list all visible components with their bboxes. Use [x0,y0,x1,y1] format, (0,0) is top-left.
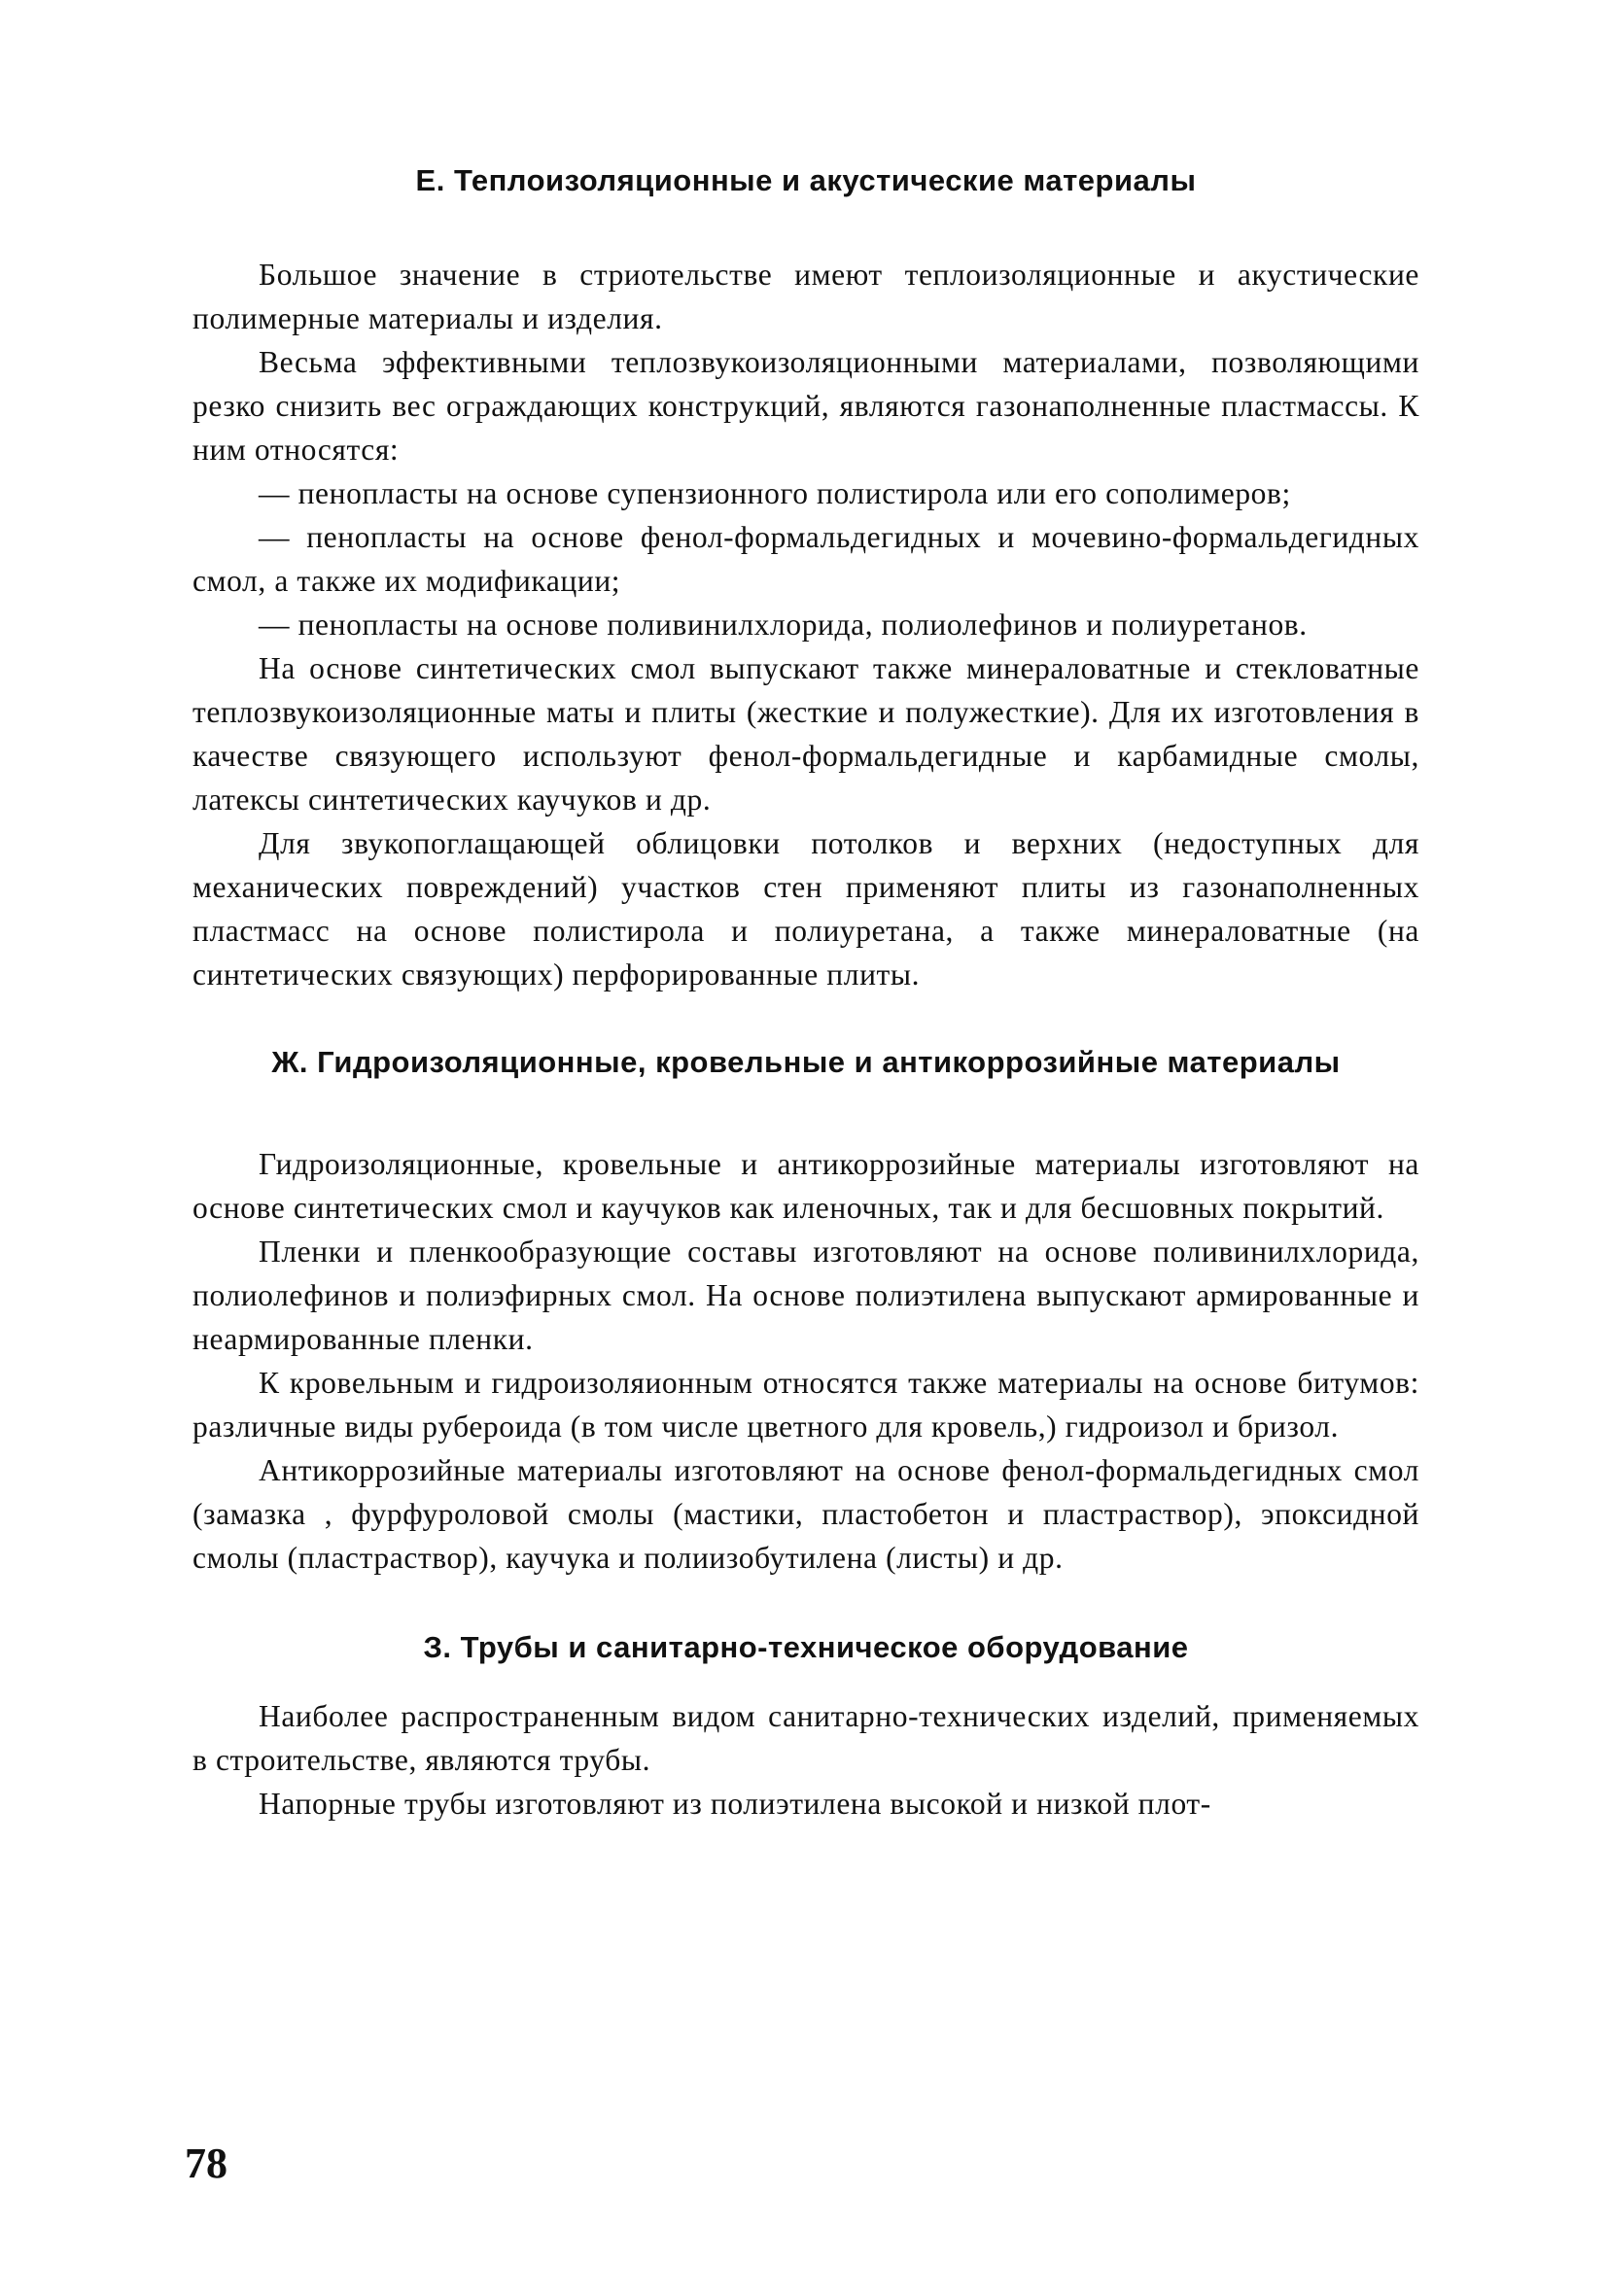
paragraph: Большое значение в стриотельстве имеют теплоизоляционные и акустические полимерные материалы и изделия. [192,258,1419,335]
paragraph: Антикоррозийные материалы изготовляют на основе фенол-формальдегидных смол (замазка , фурфуроловой смолы (мастики, пластобетон и пластраствор), эпоксидной смолы (пластраствор), каучука и полиизобутилена (листы) и др. [192,1453,1419,1575]
section-heading-thermal-acoustic: Е. Теплоизоляционные и акустические материалы [415,163,1197,197]
paragraph: Гидроизоляционные, кровельные и антикоррозийные материалы изготовляют на основе синтетических смол и каучуков как иленочных, так и для бесшовных покрытий. [192,1147,1419,1225]
section-heading-pipes-sanitary: З. Трубы и санитарно-техническое оборудование [423,1630,1189,1664]
list-item: — пенопласты на основе супензионного полистирола или его сополимеров; [259,476,1291,510]
paragraph: К кровельным и гидроизоляионным относятся также материалы на основе битумов: различные виды рубероида (в том числе цветного для кровель,) гидроизол и бризол. [192,1366,1419,1444]
page-number: 78 [185,2139,227,2187]
section-heading-waterproofing: Ж. Гидроизоляционные, кровельные и антикоррозийные материалы [271,1045,1341,1079]
list-item: — пенопласты на основе фенол-формальдегидных и мочевино-формальдегидных смол, а также их модификации; [192,520,1419,598]
paragraph: На основе синтетических смол выпускают также минераловатные и стекловатные теплозвукоизоляционные маты и плиты (жесткие и полужесткие). Для их изготовления в качестве связующего используют фенол-формальдегидные и карбамидные смолы, латексы синтетических каучуков и др. [192,651,1419,817]
paragraph: Весьма эффективными теплозвукоизоляционными материалами, позволяющими резко снизить вес ограждающих конструкций, являются газонаполненные пластмассы. К ним относятся: [192,345,1419,467]
paragraph: Напорные трубы изготовляют из полиэтилена высокой и низкой плот- [259,1787,1211,1821]
paragraph: Для звукопоглащающей облицовки потолков и верхних (недоступных для механических повреждений) участков стен применяют плиты из газонаполненных пластмасс на основе полистирола и полиуретана, а также минераловатные (на синтетических связующих) перфорированные плиты. [192,826,1419,991]
list-item: — пенопласты на основе поливинилхлорида, полиолефинов и полиуретанов. [259,608,1308,642]
page-content [192,146,1419,1826]
paragraph: Пленки и пленкообразующие составы изготовляют на основе поливинилхлорида, полиолефинов и полиэфирных смол. На основе полиэтилена выпускают армированные и неармированные пленки. [192,1235,1419,1356]
paragraph: Наиболее распространенным видом санитарно-технических изделий, применяемых в строительстве, являются трубы. [192,1699,1419,1777]
